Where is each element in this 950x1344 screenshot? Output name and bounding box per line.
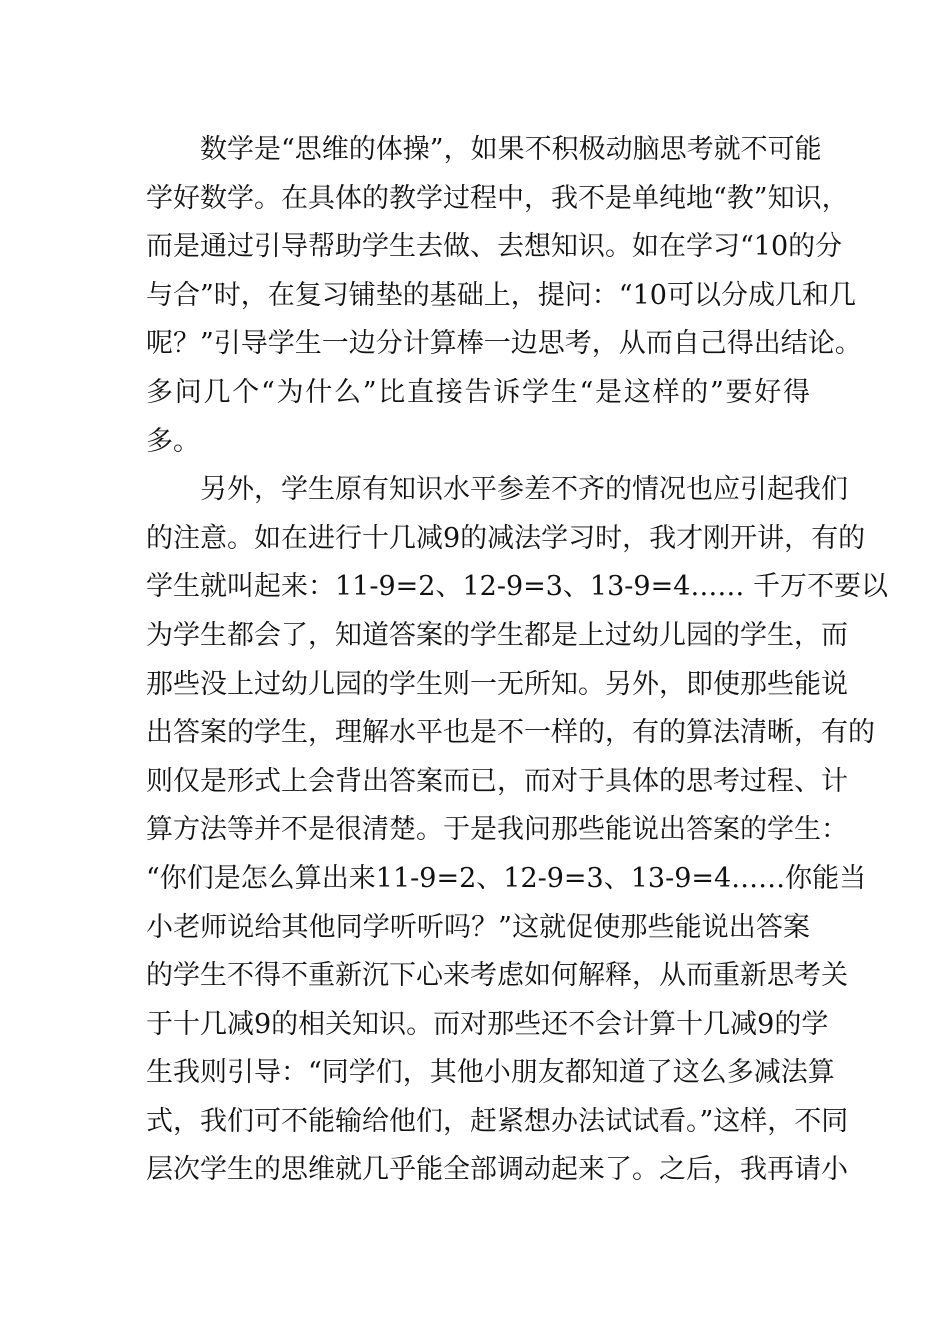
text-line: 另外，学生原有知识水平参差不齐的情况也应引起我们: [146, 474, 848, 506]
text-line: 算方法等并不是很清楚。于是我问那些能说出答案的学生：: [146, 814, 848, 846]
text-line: 式，我们可不能输给他们，赶紧想办法试试看。”这样，不同: [146, 1105, 849, 1137]
text-line: 呢？”引导学生一边分计算棒一边思考，从而自己得出结论。: [146, 328, 862, 360]
text-line: 而是通过引导帮助学生去做、去想知识。如在学习“10的分: [146, 231, 843, 263]
text-line: 与合”时，在复习铺垫的基础上，提问：“10可以分成几和几: [146, 279, 856, 311]
text-line: 多问几个“为什么”比直接告诉学生“是这样的”要好得: [146, 376, 810, 408]
text-line: 的学生不得不重新沉下心来考虑如何解释，从而重新思考关: [146, 960, 848, 992]
text-line: 学生就叫起来：11-9=2、12-9=3、13-9=4…… 千万不要以: [146, 571, 888, 603]
text-line: 层次学生的思维就几乎能全部调动起来了。之后，我再请小: [146, 1154, 848, 1186]
text-line: 那些没上过幼儿园的学生则一无所知。另外，即使那些能说: [146, 668, 848, 700]
text-line: 出答案的学生，理解水平也是不一样的，有的算法清晰，有的: [146, 717, 875, 749]
text-line: 的注意。如在进行十几减9的减法学习时，我才刚开讲，有的: [146, 522, 866, 554]
text-line: 学好数学。在具体的教学过程中，我不是单纯地“教”知识，: [146, 182, 849, 214]
body-text: [146, 126, 888, 1195]
text-line: 为学生都会了，知道答案的学生都是上过幼儿园的学生，而: [146, 619, 848, 651]
text-line: 数学是“思维的体操”，如果不积极动脑思考就不可能: [146, 134, 822, 165]
text-line: “你们是怎么算出来11-9=2、12-9=3、13-9=4……你能当: [146, 862, 867, 894]
text-line: 于十几减9的相关知识。而对那些还不会计算十几减9的学: [146, 1008, 829, 1040]
text-line: 小老师说给其他同学听听吗？”这就促使那些能说出答案: [146, 911, 810, 943]
text-line: 多。: [146, 425, 200, 457]
text-line: 则仅是形式上会背出答案而已，而对于具体的思考过程、计: [146, 765, 848, 797]
text-line: 生我则引导：“同学们，其他小朋友都知道了这么多减法算: [146, 1057, 835, 1089]
